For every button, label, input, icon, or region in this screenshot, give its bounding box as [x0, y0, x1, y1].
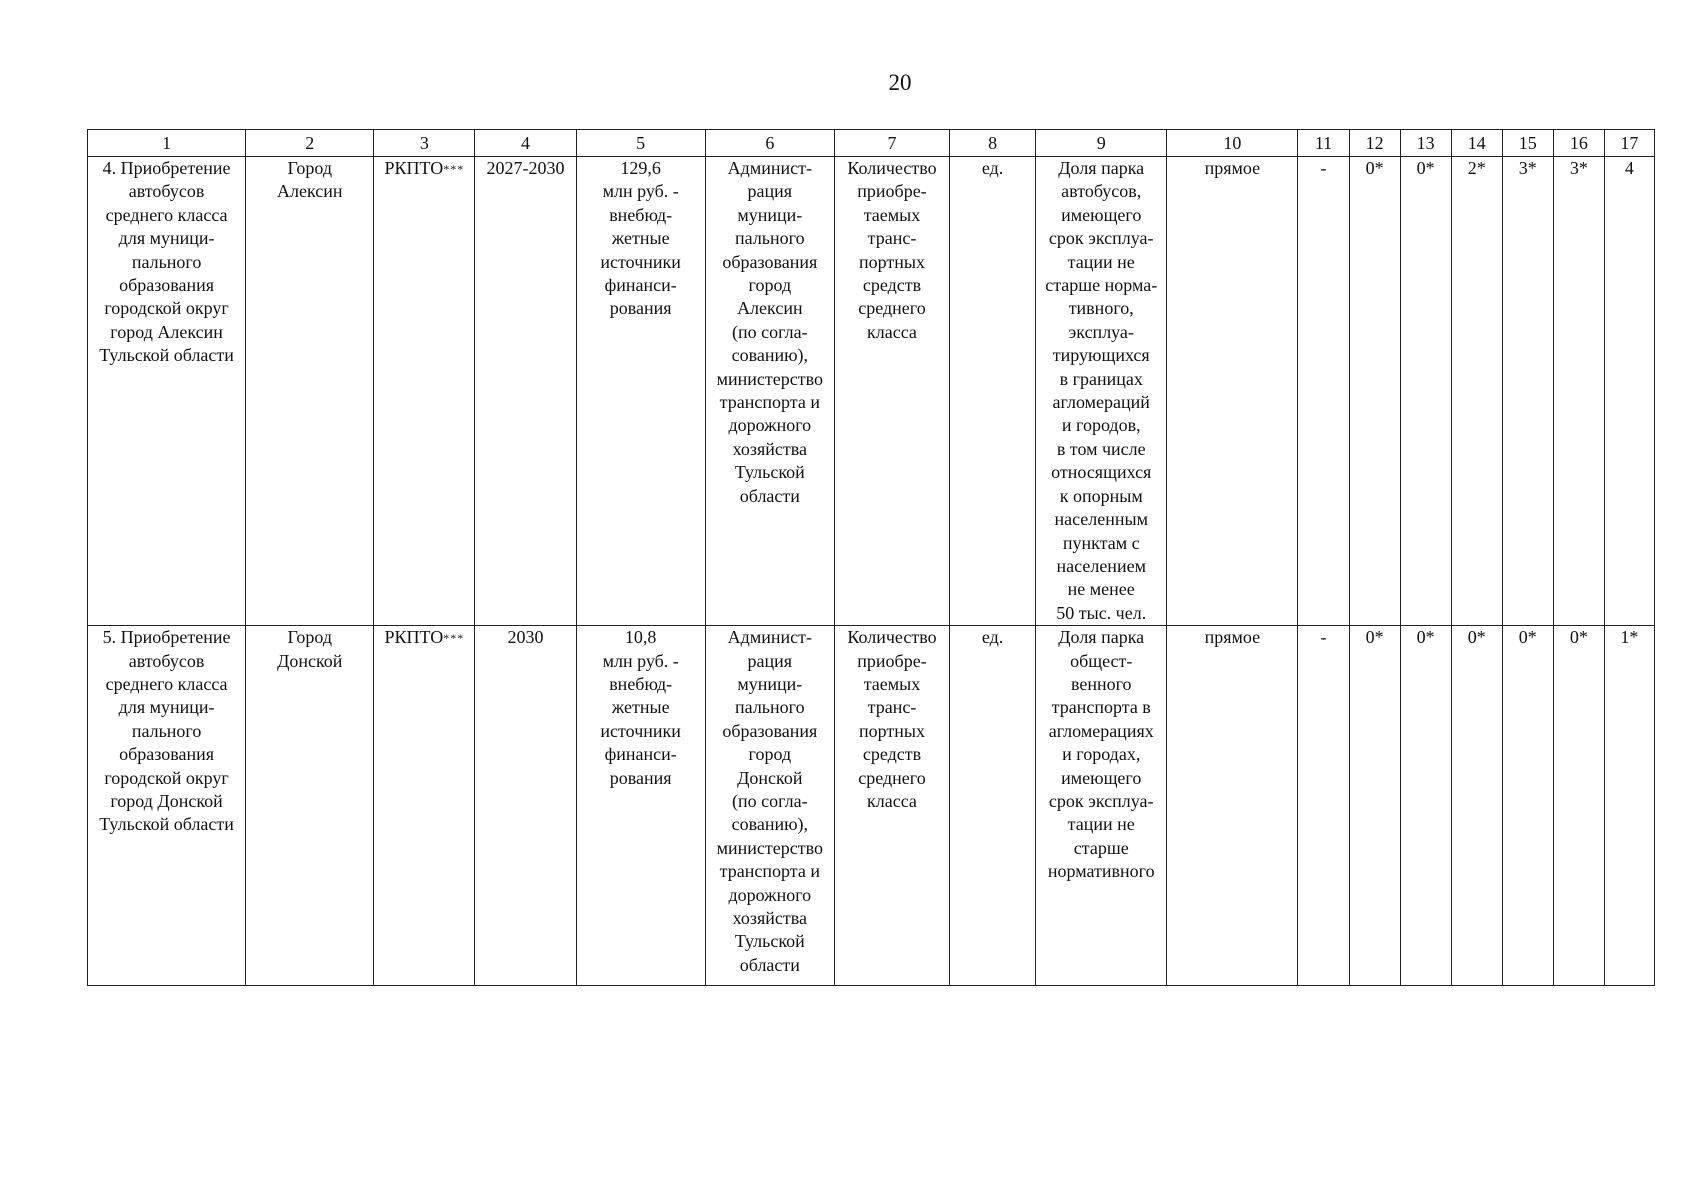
column-number: 12	[1349, 130, 1400, 157]
value-col-13: 0*	[1416, 158, 1435, 178]
column-number: 17	[1604, 130, 1654, 157]
indicator-name: Количество приобре- таемых транс- портных средств среднего класса	[847, 627, 937, 811]
program-code	[385, 627, 465, 647]
page-number: 20	[888, 70, 912, 95]
column-number-row	[88, 130, 1655, 157]
column-number: 3	[374, 130, 475, 157]
column-number: 16	[1553, 130, 1604, 157]
table-row	[88, 157, 1655, 626]
column-number: 15	[1502, 130, 1553, 157]
municipality: Город Донской	[277, 627, 343, 671]
value-col-14: 2*	[1467, 158, 1486, 178]
column-number: 8	[950, 130, 1036, 157]
unit: ед.	[981, 158, 1004, 178]
responsible-party: Админист- рация муници- пального образования город Алексин (по согла- сованию), министерство транспорта и дорожного хозяйства Тульской области	[716, 158, 824, 506]
program-code	[385, 158, 465, 178]
unit: ед.	[981, 627, 1004, 648]
indicator-name: Количество приобре- таемых транс- портных средств среднего класса	[847, 158, 937, 342]
funding: 10,8 млн руб. - внебюд- жетные источники финанси- рования	[600, 627, 681, 788]
value-col-12: 0*	[1365, 158, 1384, 178]
value-col-17: 1*	[1620, 627, 1639, 648]
program-code-text: РКПТО	[384, 627, 444, 648]
value-col-12: 0*	[1365, 627, 1384, 648]
column-number: 14	[1451, 130, 1502, 157]
period: 2027-2030	[486, 158, 565, 178]
program-table	[87, 129, 1655, 986]
value-col-16: 3*	[1569, 158, 1588, 178]
column-number: 10	[1167, 130, 1298, 157]
measure-name: 5. Приобретение автобусов среднего класса для муници- пального образования городской округ город Донской Тульской области	[99, 627, 234, 835]
impact-type: прямое	[1204, 627, 1261, 648]
column-number: 2	[246, 130, 374, 157]
column-number: 6	[705, 130, 834, 157]
measure-name: 4. Приобретение автобусов среднего класса для муници- пального образования городской округ город Алексин Тульской области	[99, 158, 234, 366]
municipality: Город Алексин	[277, 158, 343, 202]
column-number: 1	[88, 130, 246, 157]
value-col-16: 0*	[1569, 627, 1588, 648]
target-indicator: Доля парка общест- венного транспорта в агломерациях и городах, имеющего срок эксплуа- тации не старше нормативного	[1047, 627, 1155, 882]
value-col-15: 0*	[1518, 627, 1537, 648]
value-col-14: 0*	[1467, 627, 1486, 648]
table-row	[88, 626, 1655, 986]
value-col-17: 4	[1624, 158, 1634, 178]
responsible-party: Админист- рация муници- пального образования город Донской (по согла- сованию), министерство транспорта и дорожного хозяйства Тульской области	[716, 627, 824, 975]
value-col-13: 0*	[1416, 627, 1435, 648]
value-col-11: -	[1320, 627, 1327, 648]
column-number: 9	[1036, 130, 1167, 157]
program-code-text: РКПТО	[384, 158, 444, 178]
column-number: 5	[576, 130, 705, 157]
impact-type: прямое	[1204, 158, 1261, 178]
column-number: 13	[1400, 130, 1451, 157]
column-number: 11	[1298, 130, 1349, 157]
column-number: 7	[834, 130, 949, 157]
target-indicator: Доля парка автобусов, имеющего срок эксплуа- тации не старше норма- тивного, эксплуа- тирующихся в границах агломераций и городов, в том числе относящихся к опорным населенным пунктам с населением не менее 50 тыс. чел.	[1045, 158, 1158, 623]
program-code-footnote: ***	[443, 631, 465, 646]
funding: 129,6 млн руб. - внебюд- жетные источники финанси- рования	[600, 158, 681, 319]
column-number: 4	[475, 130, 576, 157]
period: 2030	[507, 627, 544, 648]
program-code-footnote: ***	[443, 162, 465, 176]
value-col-11: -	[1320, 158, 1327, 178]
value-col-15: 3*	[1518, 158, 1537, 178]
